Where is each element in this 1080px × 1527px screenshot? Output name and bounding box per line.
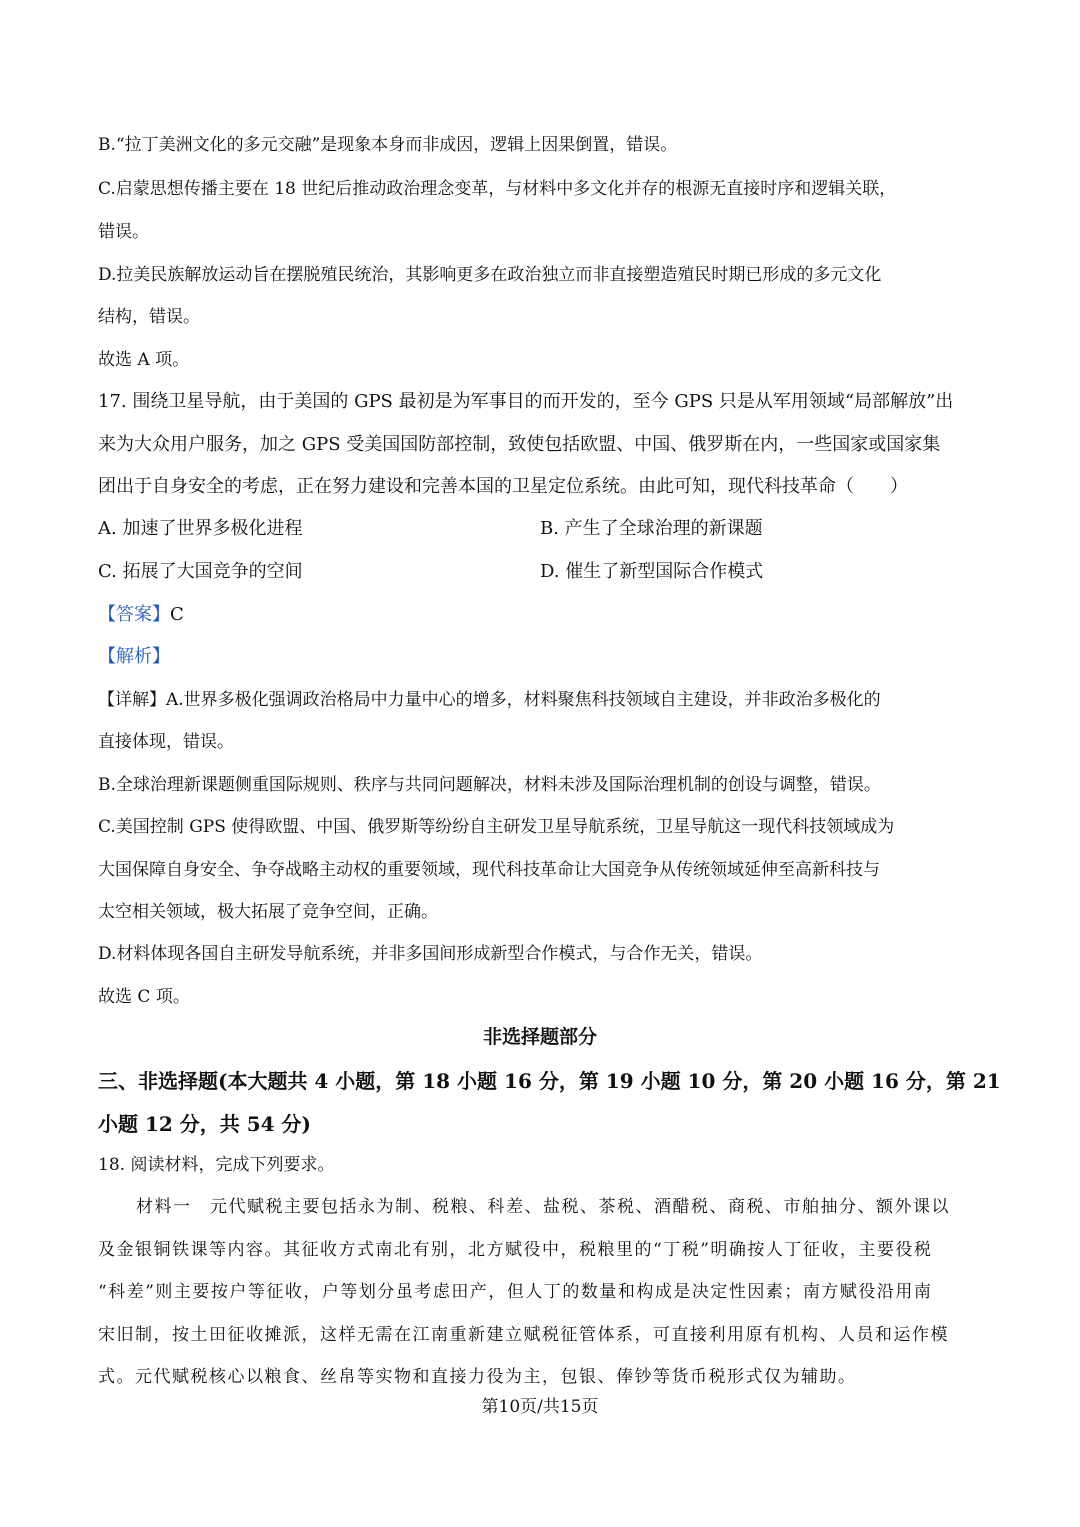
q18-material-line1: 材料一 元代赋税主要包括永为制、税粮、科差、盐税、茶税、酒醋税、商税、市舶抽分、额外课以 — [136, 1197, 950, 1217]
prev-option-b-analysis: B.“拉丁美洲文化的多元交融”是现象本身而非成因，逻辑上因果倒置，错误。 — [98, 135, 678, 155]
q18-stem: 18. 阅读材料，完成下列要求。 — [98, 1155, 335, 1175]
answer-label: 【答案】 — [98, 604, 170, 625]
prev-option-c-analysis-cont: 错误。 — [98, 222, 149, 242]
q18-material-line4: 宋旧制，按土田征收摊派，这样无需在江南重新建立赋税征管体系，可直接利用原有机构、人员和运作模 — [98, 1325, 949, 1345]
q17-answer — [98, 603, 184, 627]
q18-material-line5: 式。元代赋税核心以粮食、丝帛等实物和直接力役为主，包银、俸钞等货币税形式仅为辅助。 — [98, 1367, 857, 1387]
q17-stem-line2: 来为大众用户服务，加之 GPS 受美国国防部控制，致使包括欧盟、中国、俄罗斯在内，一些国家或国家集 — [98, 434, 941, 455]
q17-option-b: B. 产生了全球治理的新课题 — [540, 518, 763, 539]
section-heading-line1: 三、非选择题(本大题共 4 小题，第 18 小题 16 分，第 19 小题 10 分，第 20 小题 16 分，第 21 — [98, 1069, 1001, 1093]
q17-detail-c-cont2: 太空相关领域，极大拓展了竞争空间，正确。 — [98, 902, 438, 922]
q18-material-line3: “科差”则主要按户等征收，户等划分虽考虑田产，但人丁的数量和构成是决定性因素；南方赋役沿用南 — [98, 1282, 933, 1302]
q17-detail-d: D.材料体现各国自主研发导航系统，并非多国间形成新型合作模式，与合作无关，错误。 — [98, 944, 763, 964]
analysis-label: 【解析】 — [98, 646, 170, 667]
q17-stem-line3: 团出于自身安全的考虑，正在努力建设和完善本国的卫星定位系统。由此可知，现代科技革命（ ） — [98, 476, 908, 497]
prev-option-d-analysis: D.拉美民族解放运动旨在摆脱殖民统治，其影响更多在政治独立而非直接塑造殖民时期已形成的多元文化 — [98, 265, 882, 285]
q17-option-c: C. 拓展了大国竞争的空间 — [98, 561, 303, 582]
q17-conclusion: 故选 C 项。 — [98, 987, 190, 1007]
q17-stem-line1: 17. 围绕卫星导航，由于美国的 GPS 最初是为军事目的而开发的，至今 GPS 只是从军用领域“局部解放”出 — [98, 391, 954, 412]
page-footer: 第10页/共15页 — [481, 1397, 599, 1417]
prev-option-c-analysis: C.启蒙思想传播主要在 18 世纪后推动政治理念变革，与材料中多文化并存的根源无直接时序和逻辑关联， — [98, 179, 897, 199]
prev-option-d-analysis-cont: 结构，错误。 — [98, 307, 200, 327]
q17-option-a: A. 加速了世界多极化进程 — [98, 518, 303, 539]
q17-option-d: D. 催生了新型国际合作模式 — [540, 561, 764, 582]
prev-conclusion: 故选 A 项。 — [98, 350, 190, 370]
section-heading-line2: 小题 12 分，共 54 分) — [98, 1112, 311, 1136]
q18-material-line2: 及金银铜铁课等内容。其征收方式南北有别，北方赋役中，税粮里的“丁税”明确按人丁征收，主要役税 — [98, 1240, 933, 1260]
q17-detail-c: C.美国控制 GPS 使得欧盟、中国、俄罗斯等纷纷自主研发卫星导航系统，卫星导航这一现代科技领域成为 — [98, 817, 895, 837]
q17-detail-a-cont: 直接体现，错误。 — [98, 732, 234, 752]
section-title: 非选择题部分 — [482, 1026, 597, 1048]
q17-detail-b: B.全球治理新课题侧重国际规则、秩序与共同问题解决，材料未涉及国际治理机制的创设与调整，错误。 — [98, 775, 881, 795]
detail-a-text: A.世界多极化强调政治格局中力量中心的增多，材料聚焦科技领域自主建设，并非政治多极化的 — [166, 690, 881, 710]
q17-detail-c-cont1: 大国保障自身安全、争夺战略主动权的重要领域，现代科技革命让大国竞争从传统领域延伸至高新科技与 — [98, 860, 880, 880]
detail-label: 【详解】 — [98, 690, 166, 710]
q17-detail-a — [98, 688, 881, 712]
answer-value: C — [170, 604, 184, 625]
